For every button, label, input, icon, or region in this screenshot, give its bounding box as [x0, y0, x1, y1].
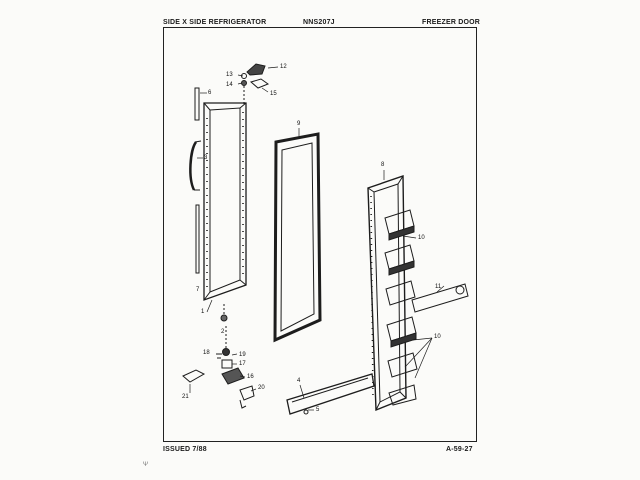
callout-5: 5: [316, 407, 320, 413]
footer-issue-date: ISSUED 7/88: [163, 446, 207, 453]
callout-7: 7: [196, 287, 200, 293]
callout-6: 6: [208, 90, 212, 96]
callout-19: 19: [239, 352, 246, 358]
callout-21: 21: [182, 394, 189, 400]
door-handle: [190, 141, 201, 190]
callout-2: 2: [221, 329, 225, 335]
callout-14: 14: [226, 82, 233, 88]
header-model-type: SIDE X SIDE REFRIGERATOR: [163, 19, 267, 26]
freezer-door-panel: [204, 103, 246, 300]
callout-15: 15: [270, 91, 277, 97]
bottom-hinge: [183, 368, 254, 408]
header-section-name: FREEZER DOOR: [422, 19, 481, 26]
callout-11: 11: [435, 284, 442, 290]
door-gasket: [275, 134, 320, 340]
callout-13: 13: [226, 72, 233, 78]
trim-strip: [195, 88, 199, 273]
callout-17: 17: [239, 361, 246, 367]
callout-18: 18: [203, 350, 210, 356]
footer-page-code: A-59-27: [446, 446, 473, 453]
callout-1: 1: [201, 309, 205, 315]
callout-12: 12: [280, 64, 287, 70]
callout-16: 16: [247, 374, 254, 380]
top-hinge: [242, 64, 269, 104]
door-shelves: [385, 210, 417, 405]
callout-3: 3: [204, 155, 208, 161]
lower-pivot-hardware: [216, 304, 232, 368]
callout-9: 9: [297, 121, 301, 127]
callout-10-upper: 10: [418, 235, 425, 241]
callout-4: 4: [297, 378, 301, 384]
scan-corner-mark: Ψ: [143, 462, 149, 468]
callout-8: 8: [381, 162, 385, 168]
callout-10-lower: 10: [434, 334, 441, 340]
header-model-number: NNS207J: [303, 19, 335, 26]
callout-20: 20: [258, 385, 265, 391]
